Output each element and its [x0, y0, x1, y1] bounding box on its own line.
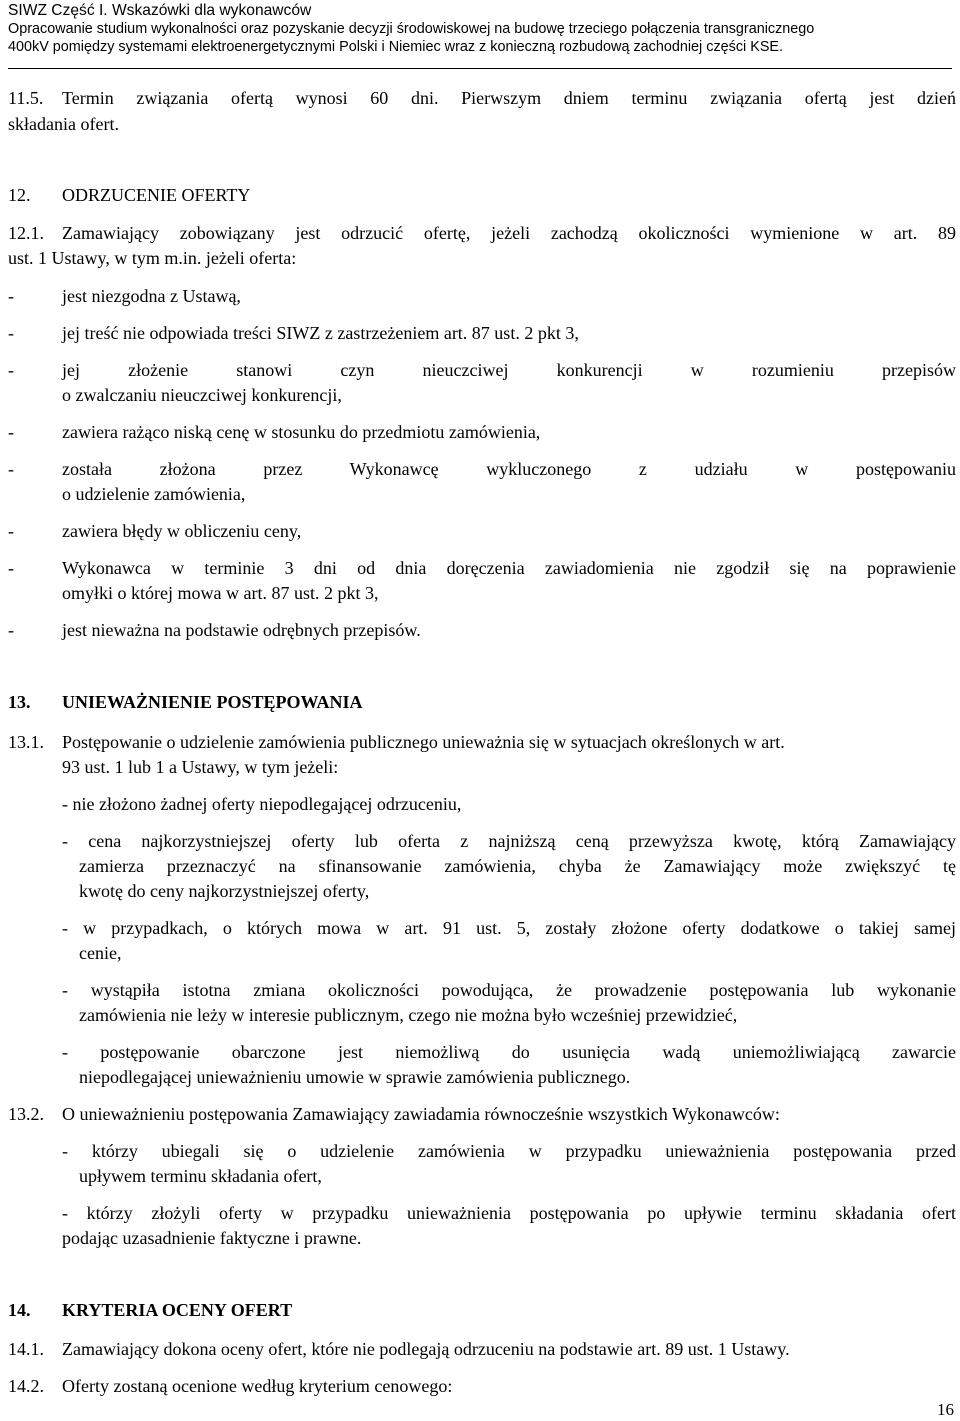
- list-dash: -: [8, 422, 14, 442]
- paragraph-text: 93 ust. 1 lub 1 a Ustawy, w tym jeżeli:: [62, 757, 339, 777]
- list-item-text: - wystąpiła istotna zmiana okoliczności powodująca, że prowadzenie postępowania lub wykonanie: [62, 980, 956, 1000]
- paragraph-text: O unieważnieniu postępowania Zamawiający zawiadamia równocześnie wszystkich Wykonawców:: [62, 1104, 780, 1124]
- list-item-text: - w przypadkach, o których mowa w art. 91 ust. 5, zostały złożone oferty dodatkowe o takiej samej: [62, 918, 956, 938]
- list-item-text: niepodlegającej unieważnieniu umowie w sprawie zamówienia publicznego.: [79, 1067, 631, 1087]
- list-item-text: o udzielenie zamówienia,: [62, 484, 246, 504]
- paragraph-number: 14.1.: [8, 1339, 44, 1359]
- list-item-text: jest nieważna na podstawie odrębnych przepisów.: [62, 620, 421, 640]
- section-title: ODRZUCENIE OFERTY: [62, 185, 251, 205]
- paragraph-number: 14.2.: [8, 1376, 44, 1396]
- list-dash: -: [8, 286, 14, 306]
- document-header: [8, 2, 952, 56]
- header-project-line-1: Opracowanie studium wykonalności oraz pozyskanie decyzji środowiskowej na budowę trzeciego połączenia transgranicznego: [8, 21, 815, 37]
- paragraph-number: 13.1.: [8, 732, 44, 752]
- list-dash: -: [8, 360, 14, 380]
- list-item-text: kwotę do ceny najkorzystniejszej oferty,: [79, 881, 370, 901]
- list-item-text: - postępowanie obarczone jest niemożliwą do usunięcia wadą uniemożliwiającą zawarcie: [62, 1042, 956, 1062]
- paragraph-text: ust. 1 Ustawy, w tym m.in. jeżeli oferta:: [8, 248, 297, 268]
- header-title: SIWZ Część I. Wskazówki dla wykonawców: [8, 2, 312, 19]
- section-number: 13.: [8, 692, 31, 712]
- paragraph-text: Oferty zostaną ocenione według kryterium cenowego:: [62, 1376, 453, 1396]
- paragraph-text: Termin związania ofertą wynosi 60 dni. Pierwszym dniem terminu związania ofertą jest dzień: [62, 88, 956, 108]
- paragraph-text: Postępowanie o udzielenie zamówienia publicznego unieważnia się w sytuacjach określonych w art.: [62, 732, 785, 752]
- list-item-text: jej złożenie stanowi czyn nieuczciwej konkurencji w rozumieniu przepisów: [62, 360, 956, 380]
- paragraph-number: 11.5.: [8, 88, 44, 108]
- list-item-text: podając uzasadnienie faktyczne i prawne.: [62, 1228, 362, 1248]
- paragraph-number: 13.2.: [8, 1104, 44, 1124]
- header-divider: [8, 68, 952, 69]
- list-item-text: została złożona przez Wykonawcę wykluczonego z udziału w postępowaniu: [62, 459, 956, 479]
- list-item-text: omyłki o której mowa w art. 87 ust. 2 pkt 3,: [62, 583, 379, 603]
- list-item-text: - nie złożono żadnej oferty niepodlegającej odrzuceniu,: [62, 794, 462, 814]
- list-dash: -: [8, 558, 14, 578]
- list-item-text: zamierza przeznaczyć na sfinansowanie zamówienia, chyba że Zamawiający może zwiększyć tę: [79, 856, 956, 876]
- paragraph-number: 12.1.: [8, 223, 44, 243]
- list-item-text: - którzy ubiegali się o udzielenie zamówienia w przypadku unieważnienia postępowania przed: [62, 1141, 956, 1161]
- page-number: 16: [937, 1400, 954, 1419]
- list-item-text: zamówienia nie leży w interesie publicznym, czego nie można było wcześniej przewidzieć,: [79, 1005, 738, 1025]
- list-dash: -: [8, 620, 14, 640]
- section-number: 12.: [8, 185, 31, 205]
- paragraph-text: składania ofert.: [8, 114, 119, 134]
- paragraph-text: Zamawiający dokona oceny ofert, które nie podlegają odrzuceniu na podstawie art. 89 ust. 1 Ustawy.: [62, 1339, 790, 1359]
- section-title: KRYTERIA OCENY OFERT: [62, 1300, 293, 1320]
- list-item-text: jest niezgodna z Ustawą,: [62, 286, 241, 306]
- list-dash: -: [8, 323, 14, 343]
- list-item-text: cenie,: [79, 943, 122, 963]
- list-dash: -: [8, 521, 14, 541]
- paragraph-text: Zamawiający zobowiązany jest odrzucić ofertę, jeżeli zachodzą okoliczności wymienione w art. 89: [62, 223, 956, 243]
- list-item-text: zawiera błędy w obliczeniu ceny,: [62, 521, 302, 541]
- list-dash: -: [8, 459, 14, 479]
- list-item-text: - cena najkorzystniejszej oferty lub oferta z najniższą ceną przewyższa kwotę, którą Zamawiający: [62, 831, 956, 851]
- header-project-line-2: 400kV pomiędzy systemami elektroenergetycznymi Polski i Niemiec wraz z konieczną rozbudową zachodniej części KSE.: [8, 39, 784, 55]
- section-title: UNIEWAŻNIENIE POSTĘPOWANIA: [62, 692, 363, 712]
- list-item-text: upływem terminu składania ofert,: [79, 1166, 322, 1186]
- list-item-text: o zwalczaniu nieuczciwej konkurencji,: [62, 385, 342, 405]
- list-item-text: jej treść nie odpowiada treści SIWZ z zastrzeżeniem art. 87 ust. 2 pkt 3,: [62, 323, 579, 343]
- list-item-text: - którzy złożyli oferty w przypadku unieważnienia postępowania po upływie terminu składania ofert: [62, 1203, 956, 1223]
- list-item-text: zawiera rażąco niską cenę w stosunku do przedmiotu zamówienia,: [62, 422, 541, 442]
- section-number: 14.: [8, 1300, 31, 1320]
- list-item-text: Wykonawca w terminie 3 dni od dnia doręczenia zawiadomienia nie zgodził się na poprawienie: [62, 558, 956, 578]
